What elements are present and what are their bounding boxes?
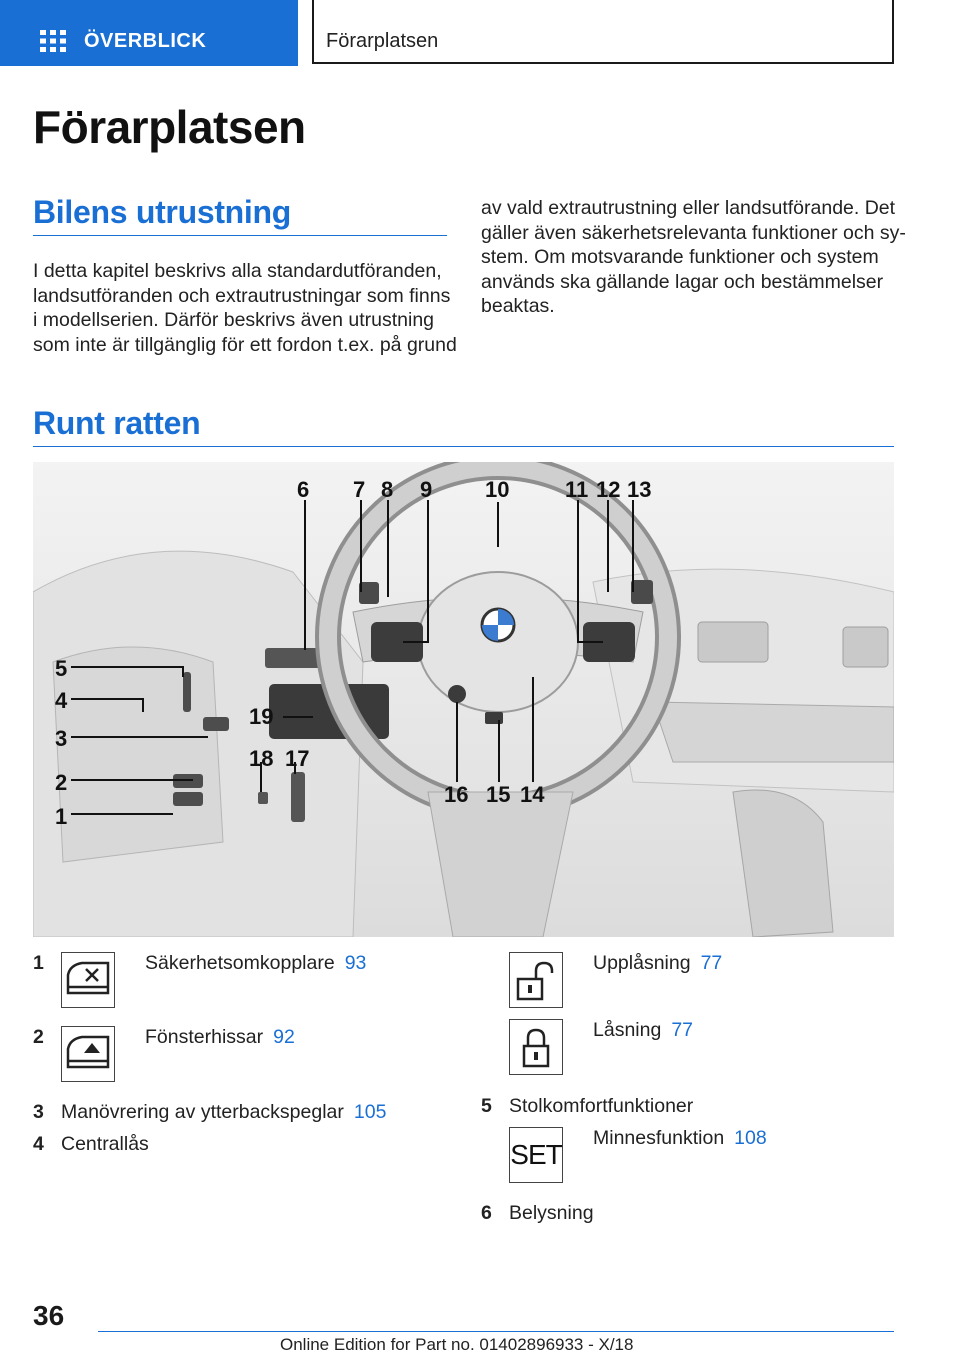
page-reference-link[interactable]: 105 bbox=[353, 1101, 387, 1123]
lock-icon bbox=[509, 1019, 563, 1075]
callout-label: 4 bbox=[55, 688, 68, 713]
power-window-icon bbox=[61, 1026, 115, 1082]
callout-label: 10 bbox=[485, 477, 510, 502]
item-label: Stolkomfortfunktioner bbox=[509, 1095, 694, 1117]
text-line: används ska gällande lagar och bestämmelser bbox=[481, 270, 884, 293]
page-reference-link[interactable]: 92 bbox=[273, 1026, 295, 1048]
set-label: SET bbox=[510, 1139, 562, 1170]
item-label: Upplåsning bbox=[593, 952, 691, 974]
overview-tab-label: ÖVERBLICK bbox=[84, 30, 207, 52]
section-heading-steering-wheel: Runt ratten bbox=[33, 405, 201, 441]
text-line: gäller även säkerhetsrelevanta funktioner och sy‐ bbox=[481, 221, 906, 244]
page-reference-link[interactable]: 108 bbox=[734, 1127, 767, 1149]
item-number: 6 bbox=[481, 1202, 492, 1224]
callout-label: 14 bbox=[520, 782, 545, 807]
item-text bbox=[145, 1026, 295, 1049]
callout-label: 18 bbox=[249, 746, 274, 771]
cockpit-drawing bbox=[33, 462, 894, 937]
section-breadcrumb-label: Förarplatsen bbox=[326, 30, 439, 52]
item-text bbox=[593, 952, 722, 975]
text-line: landsutföranden och extrautrustningar som finns bbox=[33, 284, 451, 307]
callout-label: 19 bbox=[249, 704, 274, 729]
footer-edition-text: Online Edition for Part no. 01402896933 - X/18 bbox=[280, 1335, 634, 1354]
item-text bbox=[145, 952, 366, 975]
cockpit-illustration bbox=[33, 462, 894, 937]
unlock-icon bbox=[509, 952, 563, 1008]
text-line: som inte är tillgänglig för ett fordon t.ex. på grund bbox=[33, 333, 457, 356]
item-text bbox=[593, 1127, 767, 1150]
window-safety-switch-icon bbox=[61, 952, 115, 1008]
text-line: av vald extrautrustning eller landsutförande. Det bbox=[481, 197, 896, 219]
page-title: Förarplatsen bbox=[33, 101, 306, 153]
item-label: Fönsterhissar bbox=[145, 1026, 264, 1048]
page-reference-link[interactable]: 93 bbox=[344, 952, 367, 974]
item-label: Centrallås bbox=[61, 1133, 149, 1155]
text-line: beaktas. bbox=[481, 295, 555, 317]
overview-tab[interactable] bbox=[0, 0, 298, 66]
callout-label: 13 bbox=[627, 477, 652, 502]
item-label: Manövrering av ytterbackspeglar bbox=[61, 1101, 344, 1123]
section-heading-equipment: Bilens utrustning bbox=[33, 194, 292, 230]
page-reference-link[interactable]: 77 bbox=[671, 1019, 694, 1041]
callout-label: 12 bbox=[596, 477, 621, 502]
section-breadcrumb bbox=[312, 0, 894, 64]
text-line: I detta kapitel beskrivs alla standardutföranden, bbox=[33, 260, 442, 282]
callout-label: 8 bbox=[381, 477, 394, 502]
callout-label: 6 bbox=[297, 477, 310, 502]
item-text bbox=[61, 1101, 386, 1124]
set-memory-icon bbox=[509, 1127, 563, 1183]
text-line: i modellserien. Därför beskrivs även utrustning bbox=[33, 309, 435, 331]
section-rule bbox=[33, 235, 447, 236]
item-text bbox=[593, 1019, 693, 1042]
item-label: Minnesfunktion bbox=[593, 1127, 725, 1149]
item-number: 3 bbox=[33, 1101, 44, 1123]
callout-label: 9 bbox=[420, 477, 433, 502]
callout-label: 3 bbox=[55, 726, 68, 751]
item-number: 5 bbox=[481, 1095, 492, 1117]
callout-label: 16 bbox=[444, 782, 469, 807]
callout-label: 5 bbox=[55, 656, 68, 681]
item-number: 2 bbox=[33, 1026, 44, 1048]
callout-label: 15 bbox=[486, 782, 511, 807]
item-label: Säkerhetsomkopplare bbox=[145, 952, 335, 974]
intro-paragraph-col1 bbox=[33, 259, 457, 357]
callout-label: 2 bbox=[55, 770, 68, 795]
page-reference-link[interactable]: 77 bbox=[700, 952, 723, 974]
text-line: stem. Om motsvarande funktioner och system bbox=[481, 246, 879, 268]
page-number: 36 bbox=[33, 1300, 65, 1331]
callout-label: 1 bbox=[55, 804, 68, 829]
callout-label: 17 bbox=[285, 746, 310, 771]
item-number: 4 bbox=[33, 1133, 44, 1155]
item-label: Belysning bbox=[509, 1202, 594, 1224]
callout-label: 11 bbox=[565, 477, 589, 502]
item-label: Låsning bbox=[593, 1019, 662, 1041]
footer-rule bbox=[98, 1331, 894, 1332]
callout-label: 7 bbox=[353, 477, 366, 502]
section-rule bbox=[33, 446, 894, 447]
intro-paragraph-col2 bbox=[481, 196, 906, 319]
grid-menu-icon bbox=[40, 30, 66, 52]
item-number: 1 bbox=[33, 952, 44, 974]
